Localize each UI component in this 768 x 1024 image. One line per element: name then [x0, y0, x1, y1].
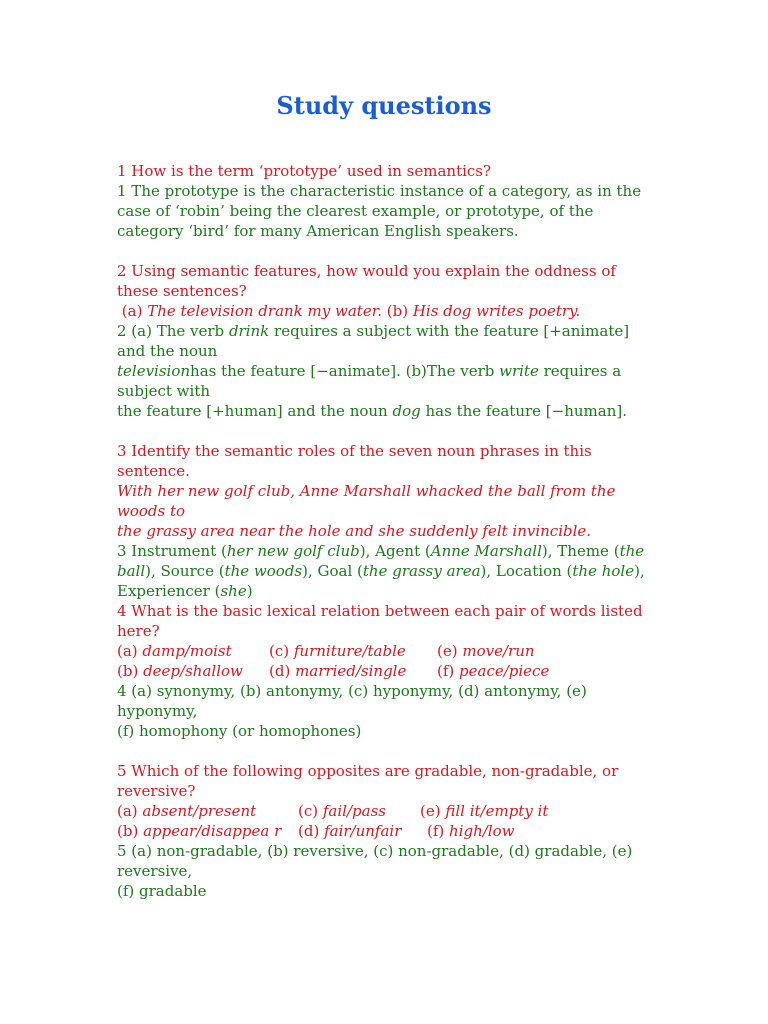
questions-body — [117, 161, 647, 901]
question-4-pairs-row-2 — [117, 661, 647, 681]
answer-4-line-3: (f) homophony (or homophones) — [117, 722, 362, 740]
pair-label: (b) — [117, 662, 144, 680]
answer-1-line-3: category ‘bird’ for many American English speakers. — [117, 222, 519, 240]
answer-3-phrase: the grassy area — [362, 562, 481, 580]
answer-2-noun-dog: dog — [392, 402, 421, 420]
answer-2-line-5 — [117, 401, 647, 421]
answer-3-phrase: she — [220, 582, 247, 600]
pair-words: married/single — [295, 662, 407, 680]
question-4-line-2: here? — [117, 622, 160, 640]
pair-item — [427, 821, 514, 841]
question-3-sentence-line-3: the grassy area near the hole and she suddenly felt invincible. — [117, 522, 592, 540]
label-b: (b) — [381, 302, 413, 320]
pair-words: furniture/table — [293, 642, 406, 660]
pair-words: high/low — [449, 822, 515, 840]
answer-2-text: the feature [+human] and the noun — [117, 402, 393, 420]
answer-3-phrase: the woods — [224, 562, 303, 580]
answer-3-role: 3 Instrument ( — [117, 542, 227, 560]
answer-2-text: has the feature [−human]. — [420, 402, 627, 420]
question-2-line-2: these sentences? — [117, 282, 247, 300]
pair-words: fail/pass — [322, 802, 386, 820]
pair-label: (a) — [117, 802, 143, 820]
answer-5-line-1: 5 (a) non-gradable, (b) reversive, (c) non-gradable, (d) gradable, (e) — [117, 842, 633, 860]
pair-item — [298, 801, 420, 821]
pair-label: (f) — [427, 822, 450, 840]
answer-2-noun-television: television — [117, 362, 191, 380]
answer-2-verb-write: write — [499, 362, 539, 380]
sentence-b: His dog writes poetry. — [412, 302, 581, 320]
pair-words: move/run — [462, 642, 535, 660]
pair-words: absent/present — [142, 802, 257, 820]
answer-3-role: ), Goal ( — [302, 562, 363, 580]
question-3-line-2: sentence. — [117, 462, 190, 480]
pair-item — [269, 661, 437, 681]
pair-label: (e) — [437, 642, 463, 660]
answer-3-role: ), Theme ( — [541, 542, 620, 560]
answer-2-line-4: subject with — [117, 382, 211, 400]
pair-label: (d) — [298, 822, 325, 840]
pair-words: appear/disappea r — [143, 822, 282, 840]
pair-item — [117, 821, 298, 841]
answer-3-line-3 — [117, 581, 647, 601]
pair-item — [117, 661, 269, 681]
answer-2-text: has the feature [−animate]. (b)The verb — [190, 362, 500, 380]
question-5-line-1: 5 Which of the following opposites are gradable, non-gradable, or — [117, 762, 619, 780]
answer-3-phrase: the hole — [572, 562, 635, 580]
answer-3-role: ) — [246, 582, 253, 600]
answer-1-line-1: 1 The prototype is the characteristic instance of a category, as in the — [117, 182, 642, 200]
answer-3-line-1 — [117, 541, 647, 561]
pair-words: fair/unfair — [324, 822, 402, 840]
question-1: 1 How is the term ‘prototype’ used in semantics? — [117, 162, 492, 180]
pair-label: (f) — [437, 662, 460, 680]
answer-3-role: ), Agent ( — [359, 542, 431, 560]
pair-words: deep/shallow — [143, 662, 243, 680]
pair-item — [437, 661, 549, 681]
answer-3-line-2 — [117, 561, 647, 581]
question-5-line-2: reversive? — [117, 782, 196, 800]
answer-2-text: requires a — [538, 362, 622, 380]
answer-3-role: ), Source ( — [145, 562, 225, 580]
question-4-pairs-row-1 — [117, 641, 647, 661]
answer-2-line-1 — [117, 321, 647, 341]
answer-2-line-2: and the noun — [117, 342, 218, 360]
pair-words: peace/piece — [459, 662, 550, 680]
pair-words: damp/moist — [142, 642, 232, 660]
answer-4-line-2: hyponymy, — [117, 702, 198, 720]
pair-words: fill it/empty it — [445, 802, 549, 820]
question-3-line-1: 3 Identify the semantic roles of the seven noun phrases in this — [117, 442, 592, 460]
pair-label: (d) — [269, 662, 296, 680]
answer-2-text: requires a subject with the feature [+animate] — [269, 322, 630, 340]
question-5-pairs-row-1 — [117, 801, 647, 821]
pair-item — [117, 801, 298, 821]
answer-2-line-3 — [117, 361, 647, 381]
answer-3-role: ), — [634, 562, 645, 580]
question-3-sentence-line-1: With her new golf club, Anne Marshall whacked the ball from the — [117, 482, 616, 500]
answer-3-role: ), Location ( — [480, 562, 573, 580]
answer-1-line-2: case of ‘robin’ being the clearest example, or prototype, of the — [117, 202, 594, 220]
answer-4-line-1: 4 (a) synonymy, (b) antonymy, (c) hyponymy, (d) antonymy, (e) — [117, 682, 587, 700]
pair-item — [298, 821, 427, 841]
pair-label: (a) — [117, 642, 143, 660]
answer-2-text: 2 (a) The verb — [117, 322, 229, 340]
answer-5-line-3: (f) gradable — [117, 882, 207, 900]
question-2-line-1: 2 Using semantic features, how would you explain the oddness of — [117, 262, 616, 280]
answer-5-line-2: reversive, — [117, 862, 193, 880]
pair-item — [117, 641, 269, 661]
question-4-line-1: 4 What is the basic lexical relation between each pair of words listed — [117, 602, 643, 620]
pair-label: (c) — [298, 802, 323, 820]
pair-label: (c) — [269, 642, 294, 660]
page-title: Study questions — [276, 91, 492, 120]
pair-item — [437, 641, 535, 661]
pair-item — [269, 641, 437, 661]
pair-label: (b) — [117, 822, 144, 840]
pair-item — [420, 801, 548, 821]
answer-3-phrase: ball — [117, 562, 146, 580]
answer-3-role: Experiencer ( — [117, 582, 221, 600]
pair-label: (e) — [420, 802, 446, 820]
question-3-sentence-line-2: woods to — [117, 502, 186, 520]
answer-3-phrase: the — [619, 542, 645, 560]
question-2-sentences — [117, 301, 647, 321]
sentence-a: The television drank my water. — [147, 302, 382, 320]
answer-2-verb-drink: drink — [228, 322, 270, 340]
answer-3-phrase: her new golf club — [226, 542, 360, 560]
answer-3-phrase: Anne Marshall — [430, 542, 542, 560]
question-5-pairs-row-2 — [117, 821, 647, 841]
label-a: (a) — [117, 302, 148, 320]
